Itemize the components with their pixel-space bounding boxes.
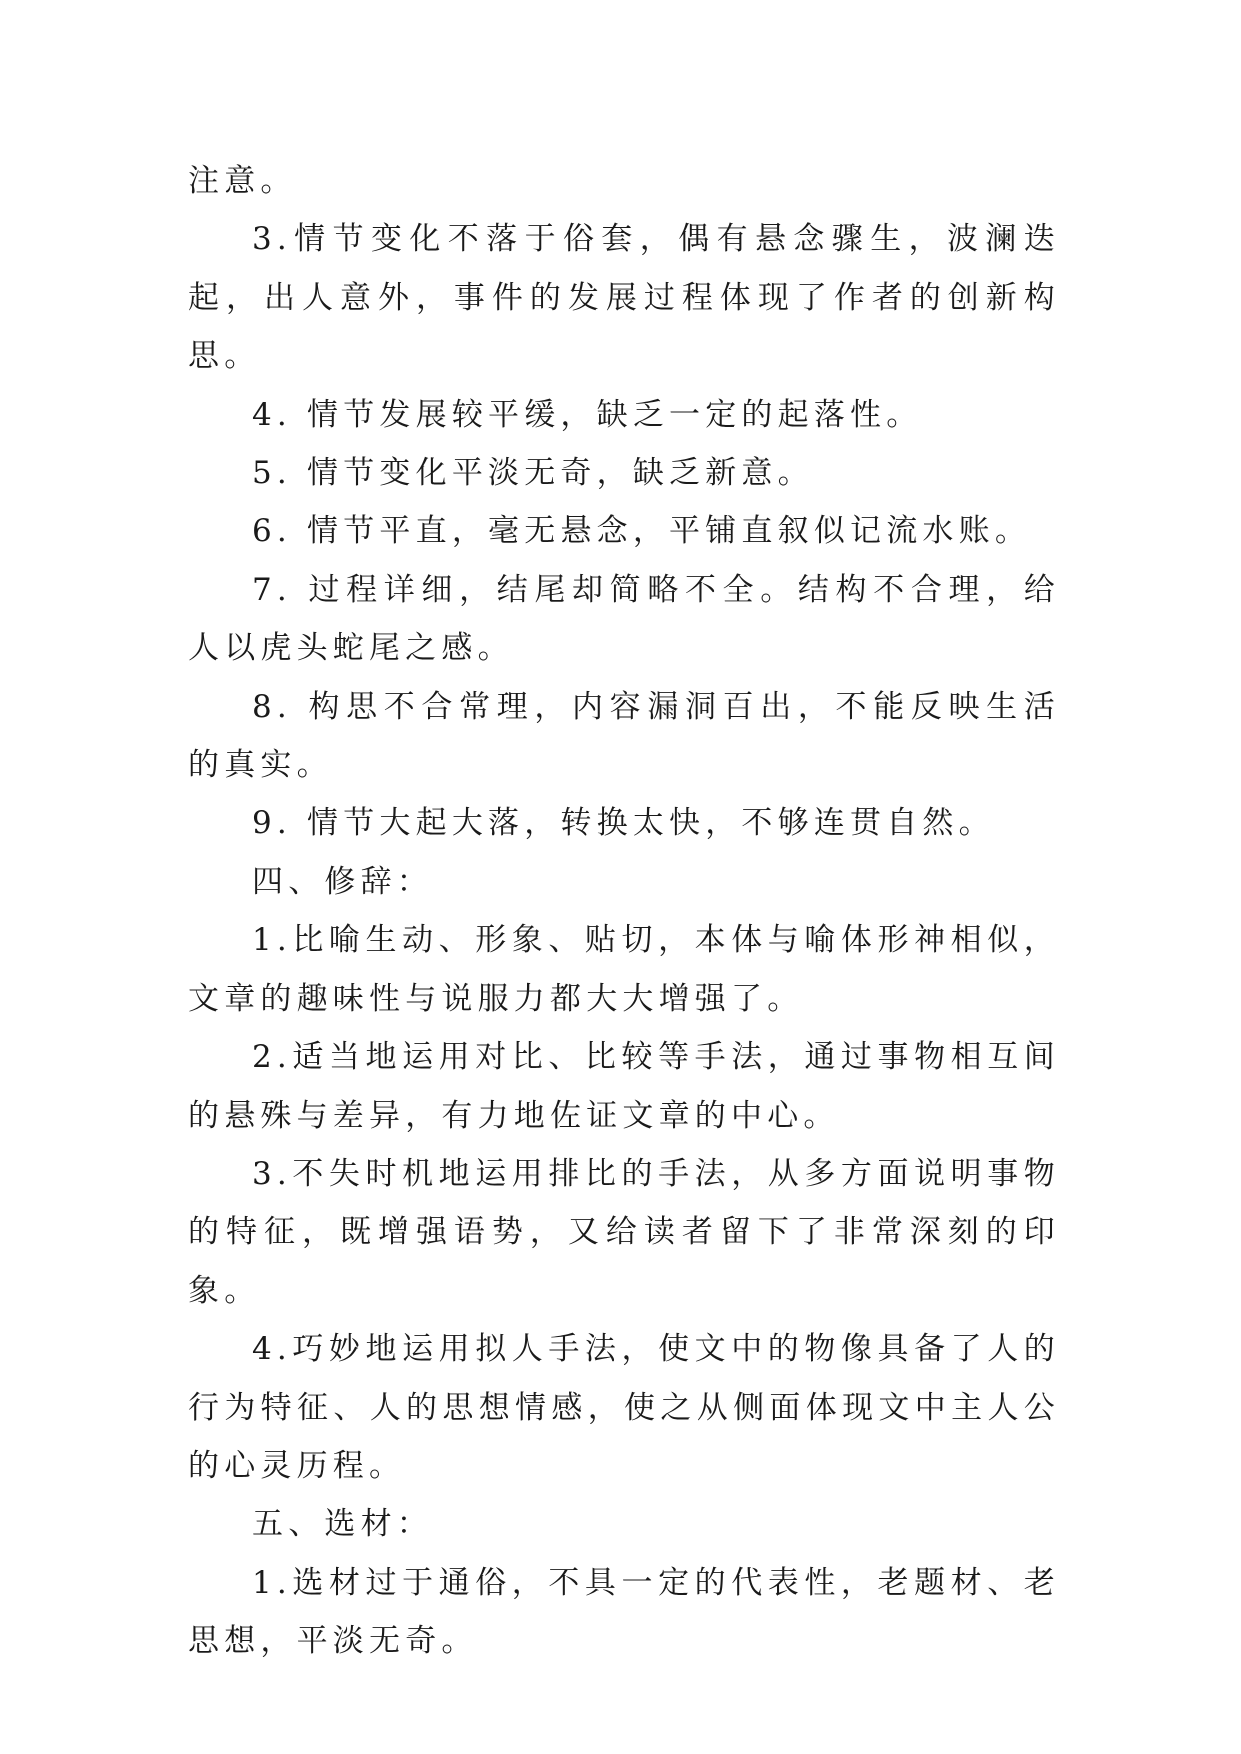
paragraph: 6. 情节平直，毫无悬念，平铺直叙似记流水账。: [252, 513, 1032, 550]
paragraph: 7. 过程详细，结尾却简略不全。结构不合理，给人以虎头蛇尾之感。: [188, 571, 1060, 667]
section-heading: 四、修辞：: [252, 863, 433, 900]
paragraph: 2.适当地运用对比、比较等手法，通过事物相互间的悬殊与差异，有力地佐证文章的中心。: [188, 1039, 1060, 1134]
paragraph: 4. 情节发展较平缓，缺乏一定的起落性。: [252, 396, 923, 433]
paragraph: 注意。: [188, 163, 297, 199]
paragraph: 8. 构思不合常理，内容漏洞百出，不能反映生活的真实。: [188, 688, 1060, 784]
document-body: [188, 152, 1060, 1671]
paragraph: 3.情节变化不落于俗套，偶有悬念骤生，波澜迭起，出人意外，事件的发展过程体现了作者的创新构思。: [188, 221, 1060, 375]
paragraph: 4.巧妙地运用拟人手法，使文中的物像具备了人的行为特征、人的思想情感，使之从侧面体现文中主人公的心灵历程。: [188, 1331, 1060, 1484]
paragraph: 3.不失时机地运用排比的手法，从多方面说明事物的特征，既增强语势，又给读者留下了非常深刻的印象。: [188, 1155, 1060, 1309]
paragraph: 9. 情节大起大落，转换太快，不够连贯自然。: [252, 805, 995, 842]
section-heading: 五、选材：: [252, 1506, 433, 1543]
paragraph: 5. 情节变化平淡无奇，缺乏新意。: [252, 455, 814, 492]
paragraph: 1.比喻生动、形象、贴切，本体与喻体形神相似，文章的趣味性与说服力都大大增强了。: [188, 922, 1060, 1017]
paragraph: 1.选材过于通俗，不具一定的代表性，老题材、老思想，平淡无奇。: [188, 1564, 1060, 1660]
